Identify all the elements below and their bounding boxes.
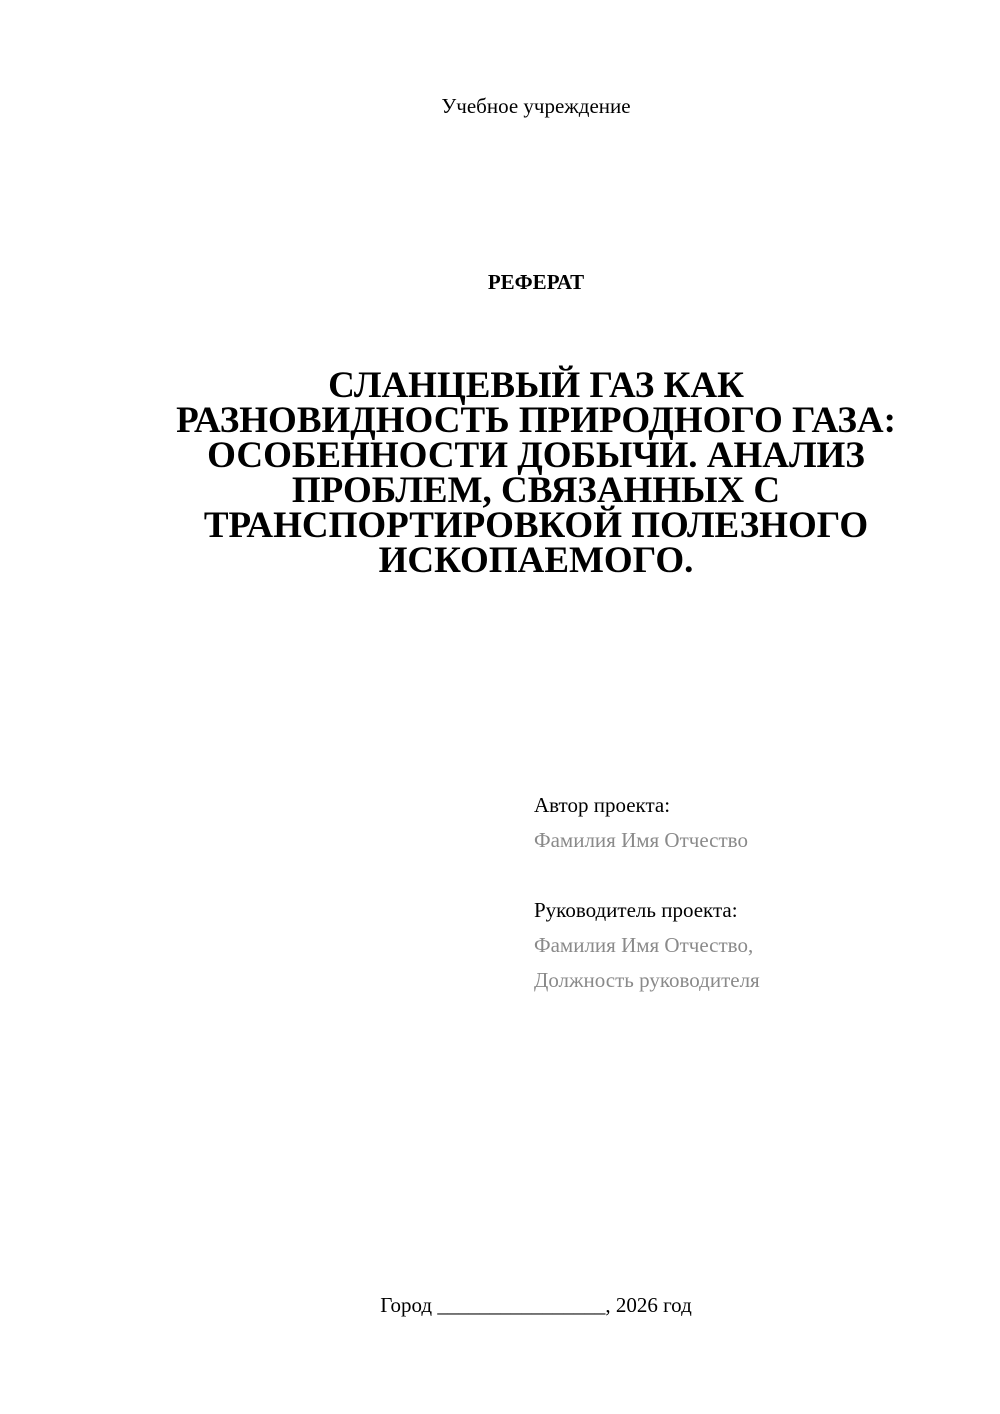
author-label: Автор проекта: <box>534 793 671 817</box>
author-name: Фамилия Имя Отчество <box>534 828 748 852</box>
supervisor-name: Фамилия Имя Отчество, <box>534 933 754 957</box>
title-line: ИСКОПАЕМОГО. <box>378 540 694 581</box>
document-type: РЕФЕРАТ <box>487 270 585 294</box>
city-year-line: Город ________________, 2026 год <box>380 1293 692 1317</box>
institution-name: Учебное учреждение <box>441 94 631 118</box>
document-title <box>130 365 942 581</box>
title-line: ПРОБЛЕМ, СВЯЗАННЫХ С <box>291 470 781 511</box>
supervisor-block <box>534 893 974 998</box>
author-block <box>534 788 974 858</box>
supervisor-position: Должность руководителя <box>534 968 760 992</box>
title-line: СЛАНЦЕВЫЙ ГАЗ КАК <box>328 365 744 406</box>
supervisor-label: Руководитель проекта: <box>534 898 738 922</box>
title-line: ТРАНСПОРТИРОВКОЙ ПОЛЕЗНОГО <box>203 505 869 546</box>
title-line: ОСОБЕННОСТИ ДОБЫЧИ. АНАЛИЗ <box>207 435 865 476</box>
title-line: РАЗНОВИДНОСТЬ ПРИРОДНОГО ГАЗА: <box>176 400 896 441</box>
